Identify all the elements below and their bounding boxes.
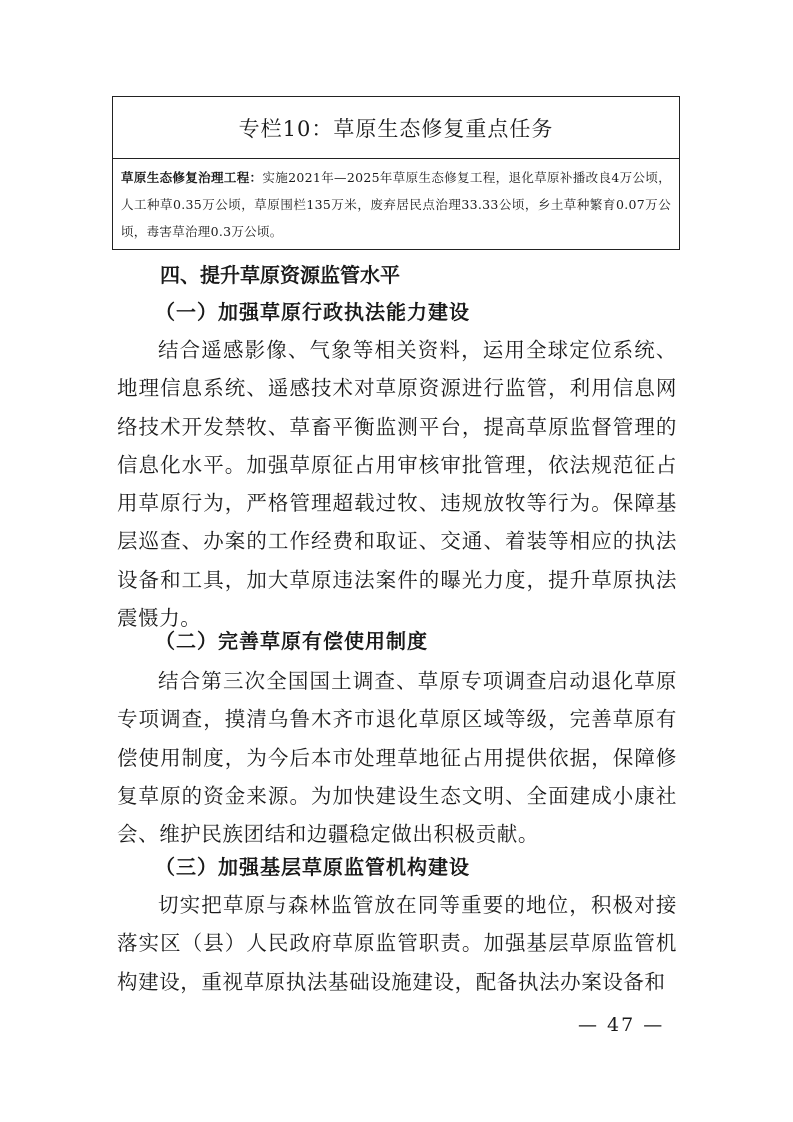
box-text: 实施2021年—2025年草原生态修复工程，退化草原补播改良4万公顷，人工种草0.35万公顷，草原围栏135万米，废弃居民点治理33.33公顷，乡土草种繁育0.07万公顷，毒害草治理0.3万公顷。 [121, 170, 671, 239]
subsection-heading-3: （三）加强基层草原监管机构建设 [155, 855, 470, 879]
box-title: 专栏10：草原生态修复重点任务 [113, 97, 679, 159]
paragraph-1: 结合遥感影像、气象等相关资料，运用全球定位系统、地理信息系统、遥感技术对草原资源进行监管，利用信息网络技术开发禁牧、草畜平衡监测平台，提高草原监督管理的信息化水平。加强草原征占用审核审批管理，依法规范征占用草原行为，严格管理超载过牧、违规放牧等行为。保障基层巡查、办案的工作经费和取证、交通、着装等相应的执法设备和工具，加大草原违法案件的曝光力度，提升草原执法震慑力。 [117, 338, 677, 631]
subsection-heading-1: （一）加强草原行政执法能力建设 [155, 300, 470, 324]
box-lead: 草原生态修复治理工程： [121, 170, 263, 185]
page-number: — 47 — [578, 1014, 665, 1036]
paragraph-3: 切实把草原与森林监管放在同等重要的地位，积极对接落实区（县）人民政府草原监管职责。加强基层草原监管机构建设，重视草原执法基础设施建设，配备执法办案设备和 [117, 893, 677, 994]
subsection-heading-2: （二）完善草原有偿使用制度 [155, 629, 428, 653]
box-body [113, 159, 679, 245]
task-column-box [112, 96, 680, 250]
section-heading: 四、提升草原资源监管水平 [160, 263, 400, 287]
paragraph-2: 结合第三次全国国土调查、草原专项调查启动退化草原专项调查，摸清乌鲁木齐市退化草原区域等级，完善草原有偿使用制度，为今后本市处理草地征占用提供依据，保障修复草原的资金来源。为加快建设生态文明、全面建成小康社会、维护民族团结和边疆稳定做出积极贡献。 [117, 669, 677, 847]
